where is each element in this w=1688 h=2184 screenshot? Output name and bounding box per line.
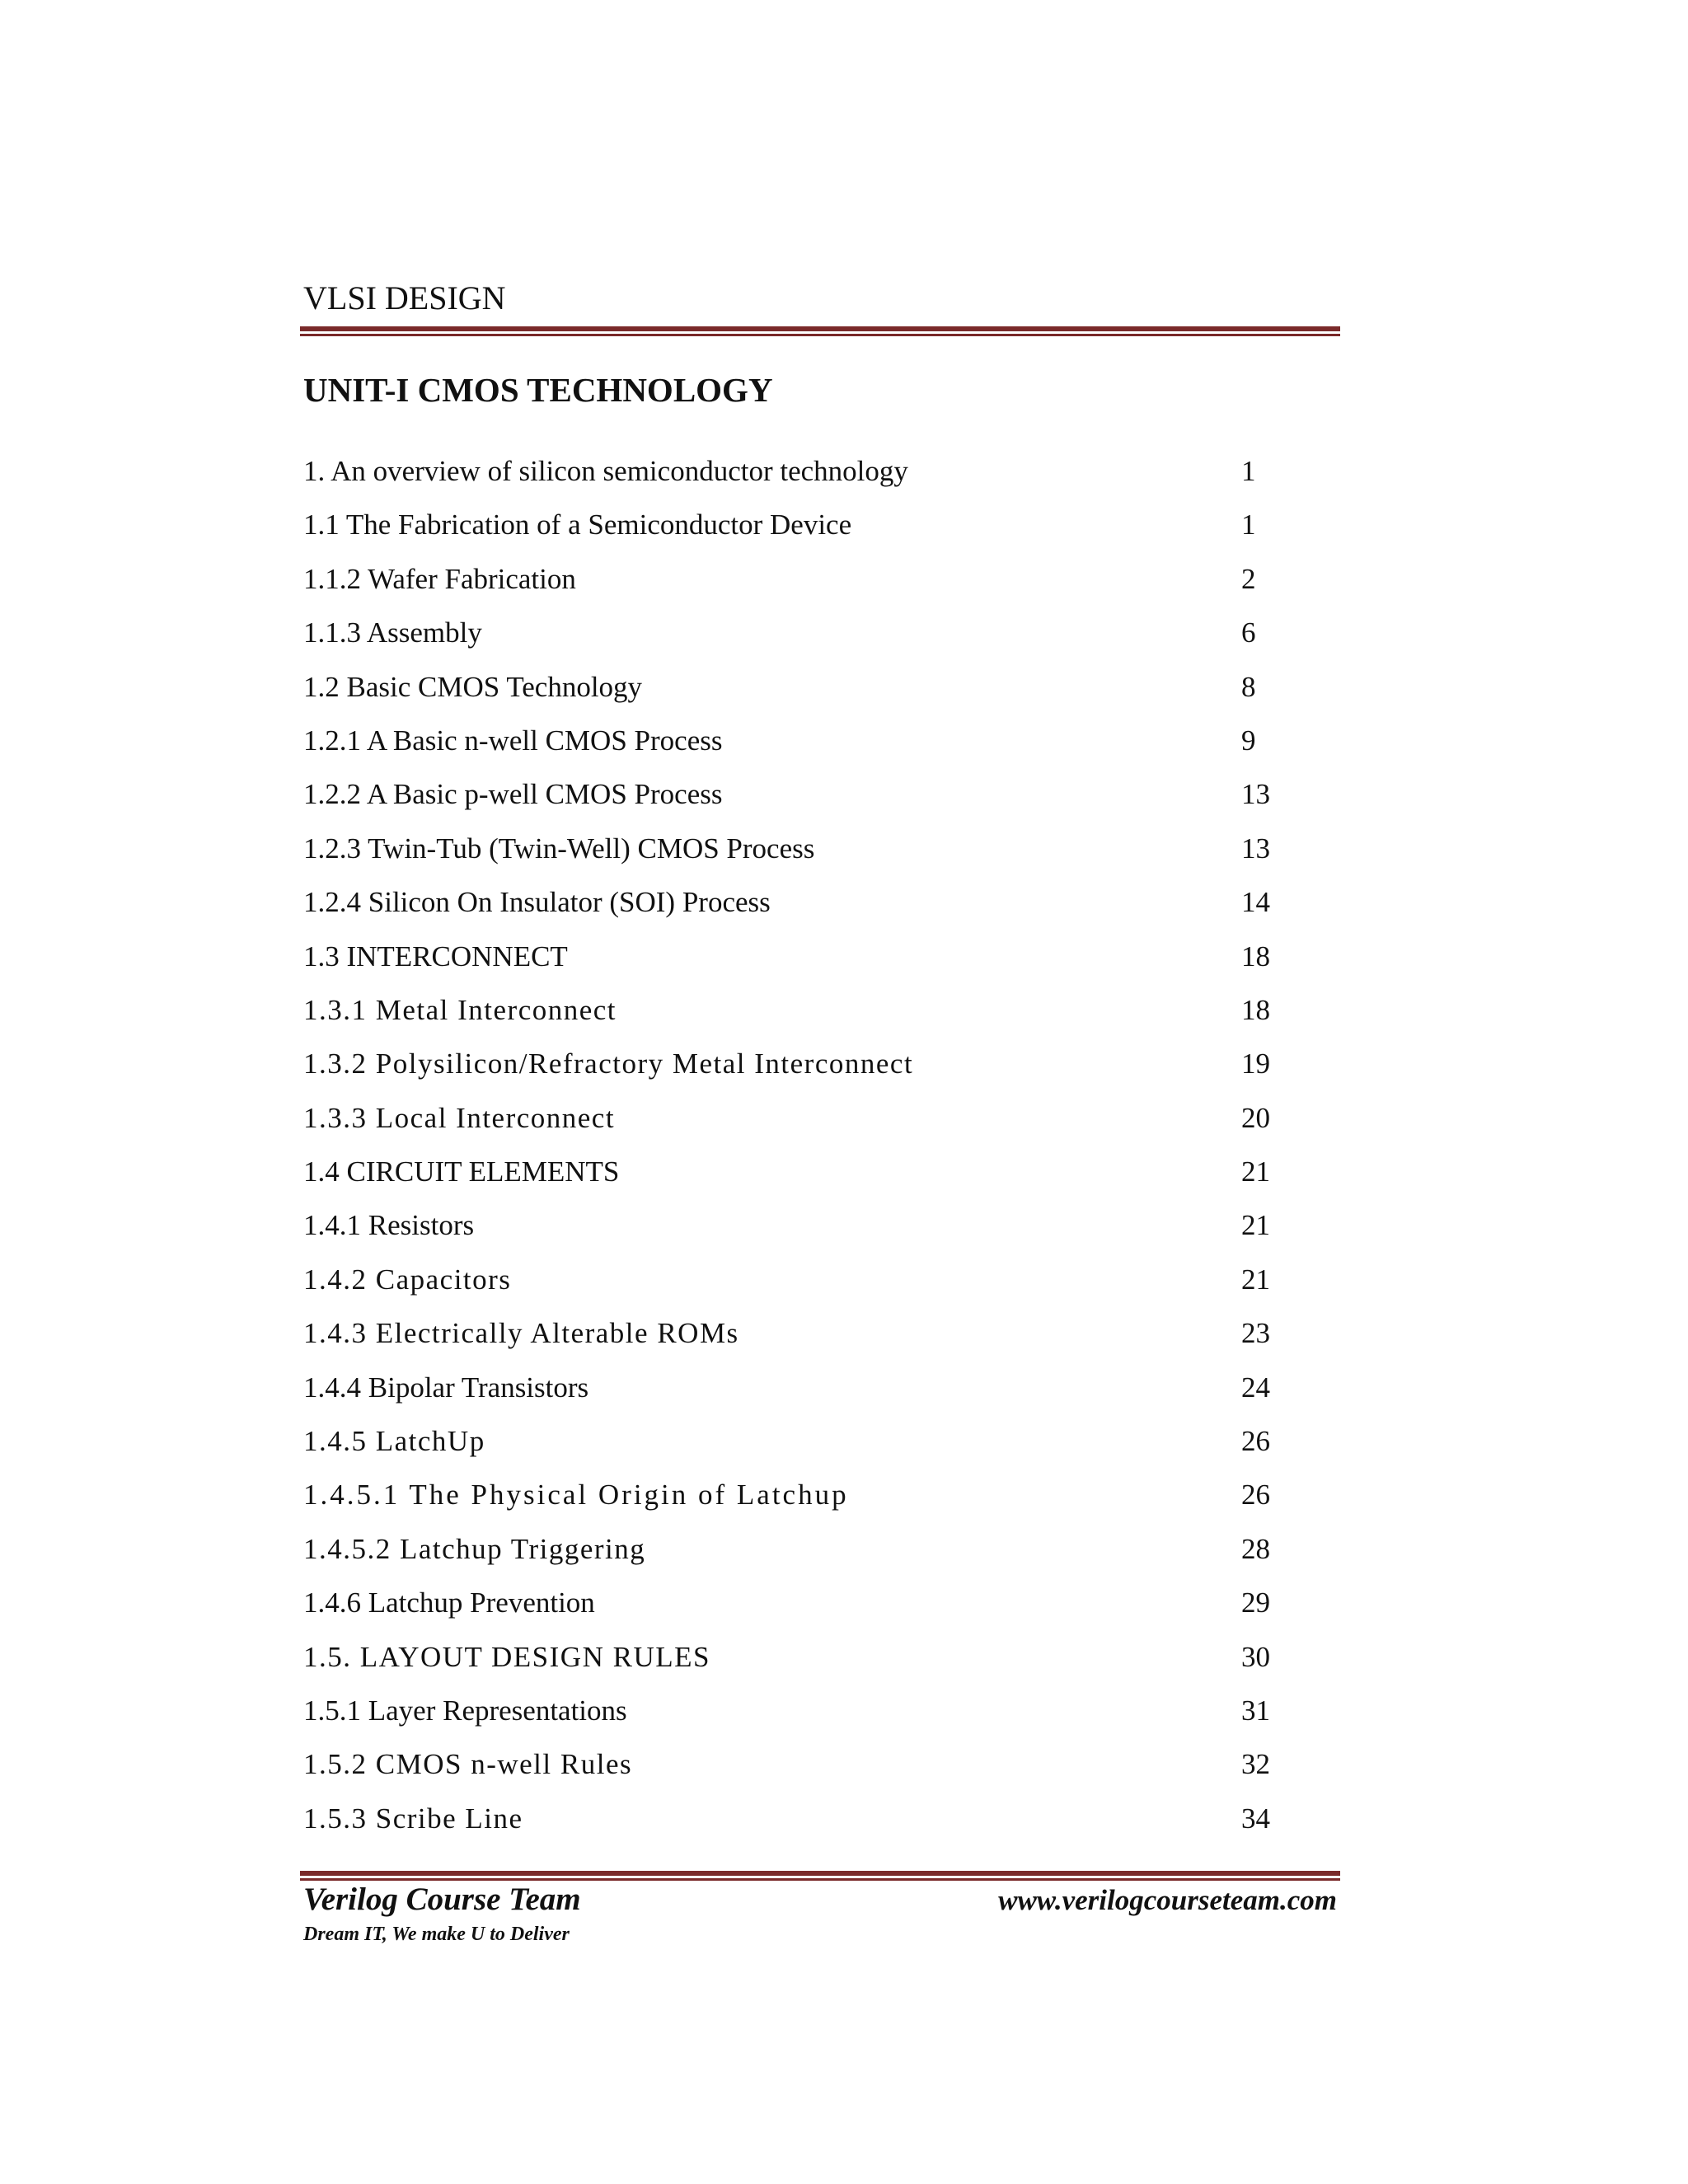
footer-divider	[300, 1871, 1340, 1881]
toc-entry-title: 1.4 CIRCUIT ELEMENTS	[303, 1155, 620, 1188]
toc-entry-page: 2	[1241, 562, 1256, 595]
toc-entry	[303, 1691, 1292, 1745]
toc-entry-page: 13	[1241, 778, 1270, 811]
toc-entry-title: 1.5.3 Scribe Line	[303, 1802, 523, 1835]
toc-entry-title: 1.2.1 A Basic n-well CMOS Process	[303, 724, 723, 757]
toc-entry-title: 1.1.3 Assembly	[303, 616, 482, 649]
toc-entry	[303, 1583, 1292, 1637]
toc-entry-page: 23	[1241, 1317, 1270, 1350]
toc-entry	[303, 1260, 1292, 1314]
toc-entry-title: 1. An overview of silicon semiconductor technology	[303, 455, 908, 487]
toc-entry	[303, 1368, 1292, 1422]
toc-entry-title: 1.4.1 Resistors	[303, 1209, 475, 1242]
toc-entry	[303, 1099, 1292, 1152]
toc-entry-page: 31	[1241, 1694, 1270, 1727]
toc-entry-title: 1.4.5.2 Latchup Triggering	[303, 1532, 646, 1565]
toc-entry-page: 26	[1241, 1479, 1270, 1511]
unit-title: UNIT-I CMOS TECHNOLOGY	[303, 371, 773, 409]
footer-website-link[interactable]: www.verilogcourseteam.com	[998, 1884, 1337, 1916]
toc-entry-page: 21	[1241, 1155, 1270, 1188]
toc-entry-page: 20	[1241, 1101, 1270, 1134]
toc-entry-title: 1.2.3 Twin-Tub (Twin-Well) CMOS Process	[303, 832, 815, 865]
toc-entry-title: 1.4.3 Electrically Alterable ROMs	[303, 1317, 739, 1350]
toc-entry-page: 21	[1241, 1209, 1270, 1242]
toc-entry-page: 26	[1241, 1425, 1270, 1458]
toc-entry-title: 1.1 The Fabrication of a Semiconductor Device	[303, 509, 852, 541]
toc-entry-page: 8	[1241, 670, 1256, 703]
toc-entry-page: 30	[1241, 1640, 1270, 1673]
toc-entry-title: 1.2.4 Silicon On Insulator (SOI) Process	[303, 886, 771, 919]
toc-entry	[303, 775, 1292, 828]
toc-entry-title: 1.1.2 Wafer Fabrication	[303, 562, 576, 595]
toc-entry-title: 1.3.1 Metal Interconnect	[303, 993, 617, 1026]
toc-entry-title: 1.3.2 Polysilicon/Refractory Metal Interconnect	[303, 1047, 914, 1080]
toc-entry-page: 29	[1241, 1586, 1270, 1619]
toc-entry-title: 1.5. LAYOUT DESIGN RULES	[303, 1640, 710, 1673]
toc-entry-page: 14	[1241, 886, 1270, 919]
table-of-contents	[303, 452, 1292, 1853]
toc-entry-page: 19	[1241, 1047, 1270, 1080]
toc-entry	[303, 1638, 1292, 1691]
toc-entry	[303, 560, 1292, 613]
toc-entry-page: 34	[1241, 1802, 1270, 1835]
footer-tagline: Dream IT, We make U to Deliver	[303, 1924, 570, 1945]
toc-entry	[303, 883, 1292, 936]
toc-entry-page: 18	[1241, 940, 1270, 972]
toc-entry	[303, 991, 1292, 1044]
toc-entry-page: 1	[1241, 509, 1256, 541]
toc-entry	[303, 613, 1292, 667]
toc-entry-title: 1.2.2 A Basic p-well CMOS Process	[303, 778, 723, 811]
toc-entry	[303, 937, 1292, 991]
footer-team-name: Verilog Course Team	[303, 1882, 581, 1917]
toc-entry	[303, 668, 1292, 721]
page-header-title: VLSI DESIGN	[303, 279, 506, 316]
toc-entry-title: 1.4.2 Capacitors	[303, 1263, 512, 1296]
toc-entry-page: 6	[1241, 616, 1256, 649]
toc-entry	[303, 505, 1292, 559]
toc-entry-page: 9	[1241, 724, 1256, 757]
toc-entry-title: 1.2 Basic CMOS Technology	[303, 670, 643, 703]
toc-entry	[303, 1745, 1292, 1798]
toc-entry-page: 21	[1241, 1263, 1270, 1296]
toc-entry	[303, 1314, 1292, 1367]
toc-entry	[303, 1422, 1292, 1475]
toc-entry-page: 13	[1241, 832, 1270, 865]
toc-entry-title: 1.5.1 Layer Representations	[303, 1694, 627, 1727]
toc-entry	[303, 829, 1292, 883]
toc-entry-title: 1.4.5 LatchUp	[303, 1425, 485, 1458]
toc-entry-title: 1.4.5.1 The Physical Origin of Latchup	[303, 1479, 849, 1511]
toc-entry	[303, 452, 1292, 505]
toc-entry-page: 18	[1241, 993, 1270, 1026]
toc-entry	[303, 1152, 1292, 1206]
toc-entry-title: 1.5.2 CMOS n-well Rules	[303, 1748, 633, 1781]
toc-entry-title: 1.4.4 Bipolar Transistors	[303, 1371, 589, 1404]
toc-entry	[303, 1475, 1292, 1529]
toc-entry-page: 24	[1241, 1371, 1270, 1404]
toc-entry	[303, 721, 1292, 775]
toc-entry	[303, 1206, 1292, 1259]
toc-entry	[303, 1530, 1292, 1583]
toc-entry	[303, 1799, 1292, 1853]
header-divider	[300, 326, 1340, 336]
toc-entry-title: 1.3 INTERCONNECT	[303, 940, 568, 972]
toc-entry-title: 1.3.3 Local Interconnect	[303, 1101, 616, 1134]
toc-entry	[303, 1044, 1292, 1098]
toc-entry-title: 1.4.6 Latchup Prevention	[303, 1586, 595, 1619]
toc-entry-page: 32	[1241, 1748, 1270, 1781]
toc-entry-page: 1	[1241, 455, 1256, 487]
toc-entry-page: 28	[1241, 1532, 1270, 1565]
